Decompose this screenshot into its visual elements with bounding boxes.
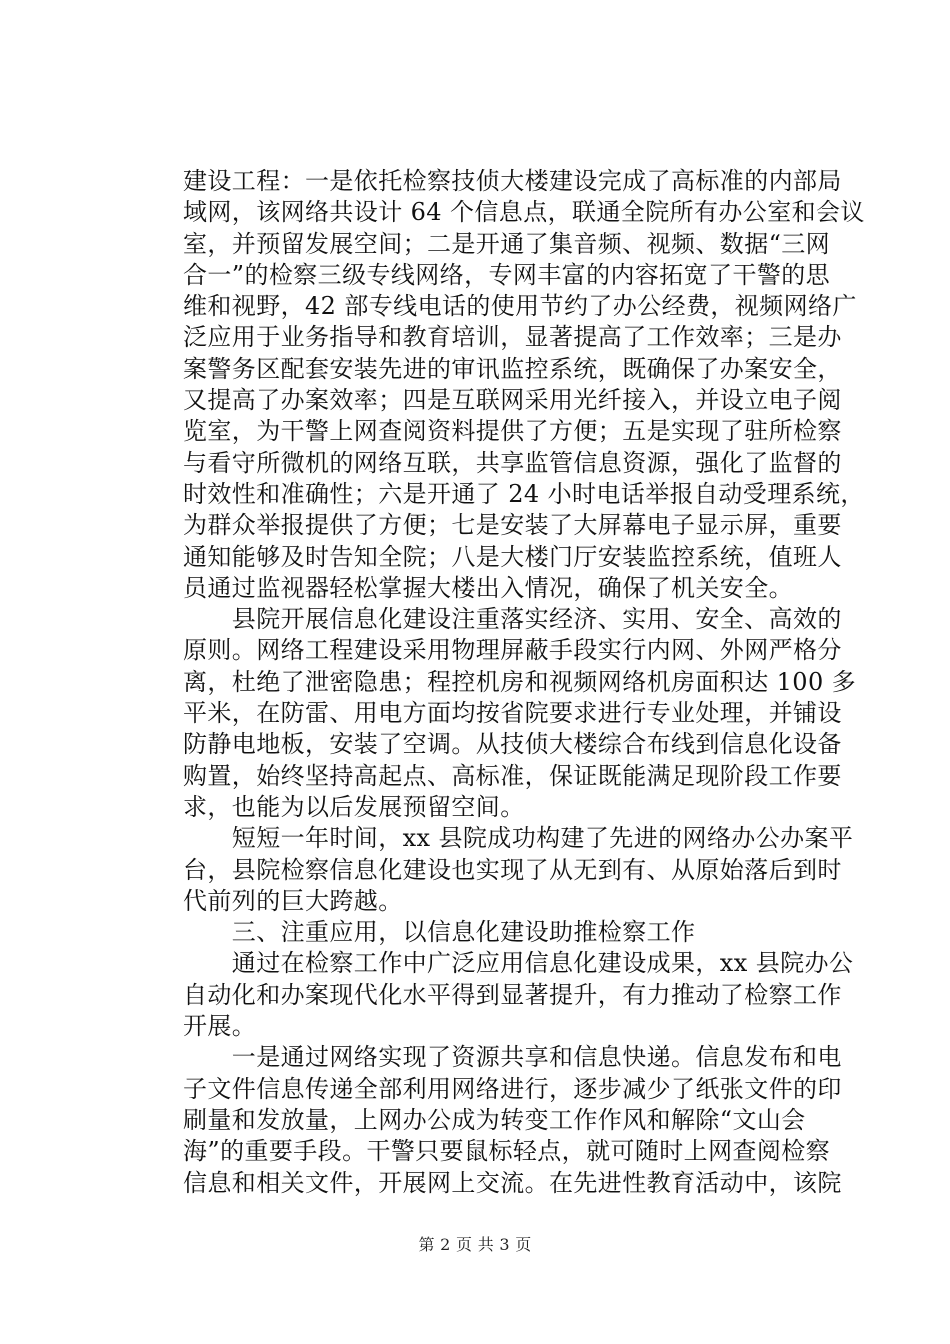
text-line: 信息和相关文件，开展网上交流。在先进性教育活动中，该院: [183, 1168, 842, 1197]
text-line: 原则。网络工程建设采用物理屏蔽手段实行内网、外网严格分: [183, 636, 842, 665]
text-line: 开展。: [183, 1012, 257, 1041]
body-text: [183, 166, 865, 1199]
text-line: 建设工程：一是依托检察技侦大楼建设完成了高标准的内部局: [183, 167, 842, 195]
text-line: 平米，在防雷、用电方面均按省院要求进行专业处理，并铺设: [183, 699, 842, 728]
text-line: 代前列的巨大跨越。: [183, 886, 403, 915]
text-line: 又提高了办案效率；四是互联网采用光纤接入，并设立电子阅: [183, 386, 842, 415]
text-line: 员通过监视器轻松掌握大楼出入情况，确保了机关安全。: [183, 573, 793, 602]
paragraph-p2: [183, 604, 857, 823]
text-line: 离，杜绝了泄密隐患；程控机房和视频网络机房面积达 100 多: [183, 667, 857, 696]
text-line: 维和视野，42 部专线电话的使用节约了办公经费，视频网络广: [183, 292, 857, 321]
paragraph-p3: [183, 823, 854, 917]
text-line: 子文件信息传递全部利用网络进行，逐步减少了纸张文件的印: [183, 1074, 842, 1103]
text-line: 室，并预留发展空间；二是开通了集音频、视频、数据“三网: [183, 229, 831, 258]
text-line: 览室，为干警上网查阅资料提供了方便；五是实现了驻所检察: [183, 417, 842, 446]
paragraph-p6: [183, 1042, 842, 1198]
text-line: 防静电地板，安装了空调。从技侦大楼综合布线到信息化设备: [183, 730, 842, 759]
text-line: 一是通过网络实现了资源共享和信息快递。信息发布和电: [183, 1043, 842, 1072]
paragraph-p5: [183, 948, 854, 1042]
page-footer: 第 2 页 共 3 页: [418, 1235, 532, 1254]
text-line: 通过在检察工作中广泛应用信息化建设成果，xx 县院办公: [183, 949, 854, 978]
paragraph-p1: [183, 166, 865, 604]
text-line: 通知能够及时告知全院；八是大楼门厅安装监控系统，值班人: [183, 542, 842, 571]
text-line: 合一”的检察三级专线网络，专网丰富的内容拓宽了干警的思: [183, 260, 831, 289]
text-line: 为群众举报提供了方便；七是安装了大屏幕电子显示屏，重要: [183, 511, 842, 540]
text-line: 购置，始终坚持高起点、高标准，保证既能满足现阶段工作要: [183, 761, 842, 790]
text-line: 短短一年时间，xx 县院成功构建了先进的网络办公办案平: [183, 824, 854, 853]
text-line: 县院开展信息化建设注重落实经济、实用、安全、高效的: [183, 605, 842, 634]
text-line: 案警务区配套安装先进的审讯监控系统，既确保了办案安全，: [183, 354, 842, 383]
text-line: 域网，该网络共设计 64 个信息点，联通全院所有办公室和会议: [183, 198, 865, 227]
text-line: 三、注重应用，以信息化建设助推检察工作: [183, 918, 696, 947]
text-line: 自动化和办案现代化水平得到显著提升，有力推动了检察工作: [183, 980, 842, 1009]
text-line: 求，也能为以后发展预留空间。: [183, 792, 525, 821]
text-line: 海”的重要手段。干警只要鼠标轻点，就可随时上网查阅检察: [183, 1137, 831, 1166]
text-line: 时效性和准确性；六是开通了 24 小时电话举报自动受理系统，: [183, 479, 865, 508]
paragraph-p4: [183, 917, 833, 948]
text-line: 与看守所微机的网络互联，共享监管信息资源，强化了监督的: [183, 448, 842, 477]
text-line: 台，县院检察信息化建设也实现了从无到有、从原始落后到时: [183, 855, 842, 884]
text-line: 泛应用于业务指导和教育培训，显著提高了工作效率；三是办: [183, 323, 842, 352]
text-line: 刷量和发放量，上网办公成为转变工作作风和解除“文山会: [183, 1105, 806, 1134]
